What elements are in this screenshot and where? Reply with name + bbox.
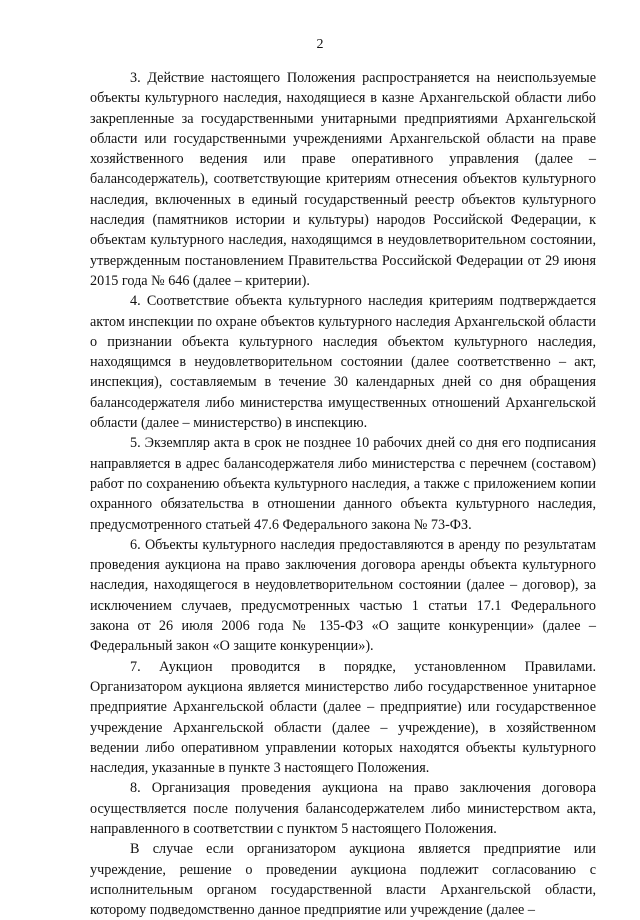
paragraph-item-7: 7. Аукцион проводится в порядке, установленном Правилами. Организатором аукциона является министерство либо государственное унитарное предприятие Архангельской области (далее – предприятие) или государственное учреждение Архангельской области (далее – учреждение), в хозяйственном ведении либо оперативном управлении которых находятся объекты культурного наследия, указанные в пункте 3 настоящего Положения. — [90, 658, 596, 777]
paragraph-item-5: 5. Экземпляр акта в срок не позднее 10 рабочих дней со дня его подписания направляется в адрес балансодержателя либо министерства с перечнем (составом) работ по сохранению объекта культурного наследия, а также с приложением копии охранного обязательства в отношении данного объекта культурного наследия, предусмотренного статьей 47.6 Федерального закона № 73-ФЗ. — [90, 435, 596, 533]
paragraph-item-6: 6. Объекты культурного наследия предоставляются в аренду по результатам проведения аукциона на право заключения договора аренды объекта культурного наследия, находящегося в неудовлетворительном состоянии (далее – договор), за исключением случаев, предусмотренных частью 1 статьи 17.1 Федерального закона от 26 июля 2006 года № 135-ФЗ «О защите конкуренции» (далее – Федеральный закон «О защите конкуренции»). — [90, 536, 596, 655]
paragraph-item-8: 8. Организация проведения аукциона на право заключения договора осуществляется после получения балансодержателем либо министерством акта, направленного в соответствии с пунктом 5 настоящего Положения. — [90, 780, 596, 837]
paragraph-item-8-continuation: В случае если организатором аукциона является предприятие или учреждение, решение о проведении аукциона подлежит согласованию с исполнительным органом государственной власти Архангельской области, которому подведомственно данное предприятие или учреждение (далее – — [90, 841, 596, 919]
document-body — [90, 68, 596, 920]
page-number: 2 — [316, 37, 324, 52]
paragraph-item-4: 4. Соответствие объекта культурного наследия критериям подтверждается актом инспекции по охране объектов культурного наследия Архангельской области о признании объекта культурного наследия объектом культурного наследия, находящимся в неудовлетворительном состоянии (далее соответственно – акт, инспекция), составляемым в течение 30 календарных дней со дня обращения балансодержателя либо министерства имущественных отношений Архангельской области (далее – министерство) в инспекцию. — [90, 293, 596, 432]
paragraph-item-3: 3. Действие настоящего Положения распространяется на неиспользуемые объекты культурного наследия, находящиеся в казне Архангельской области либо закрепленные за государственными унитарными предприятиями Архангельской области или государственными учреждениями Архангельской области на праве хозяйственного ведения или праве оперативного управления (далее – балансодержатель), соответствующие критериям отнесения объектов культурного наследия, включенных в единый государственный реестр объектов культурного наследия (памятников истории и культуры) народов Российской Федерации, к объектам культурного наследия, находящимся в неудовлетворительном состоянии, утвержденным постановлением Правительства Российской Федерации от 29 июня 2015 года № 646 (далее – критерии). — [90, 70, 596, 289]
